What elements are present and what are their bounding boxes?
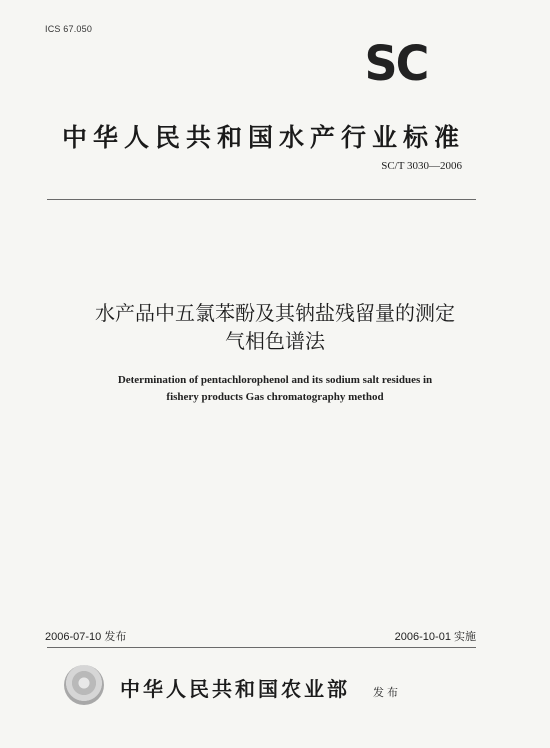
top-divider xyxy=(47,199,476,200)
ics-code: ICS 67.050 xyxy=(45,24,93,34)
title-english xyxy=(40,372,510,406)
title-english-line-1: Determination of pentachlorophenol and its sodium salt residues in xyxy=(117,374,433,386)
sc-logo-text: SC xyxy=(364,34,428,92)
publish-label: 发布 xyxy=(373,686,401,699)
standard-type-heading: 中华人民共和国水产行业标准 xyxy=(62,123,466,152)
sc-logo xyxy=(352,34,440,92)
title-chinese xyxy=(40,299,510,355)
implementation-date: 2006-10-01 实施 xyxy=(394,631,476,643)
publisher-name: 中华人民共和国农业部 xyxy=(120,677,350,701)
title-chinese-line-2: 气相色谱法 xyxy=(225,329,325,353)
bottom-divider xyxy=(47,647,476,648)
title-chinese-line-1: 水产品中五氯苯酚及其钠盐残留量的测定 xyxy=(95,301,455,325)
ministry-seal-icon xyxy=(64,665,104,705)
issue-date: 2006-07-10 发布 xyxy=(45,631,127,643)
standard-code: SC/T 3030—2006 xyxy=(381,160,462,172)
title-english-line-2: fishery products Gas chromatography method xyxy=(166,391,384,403)
